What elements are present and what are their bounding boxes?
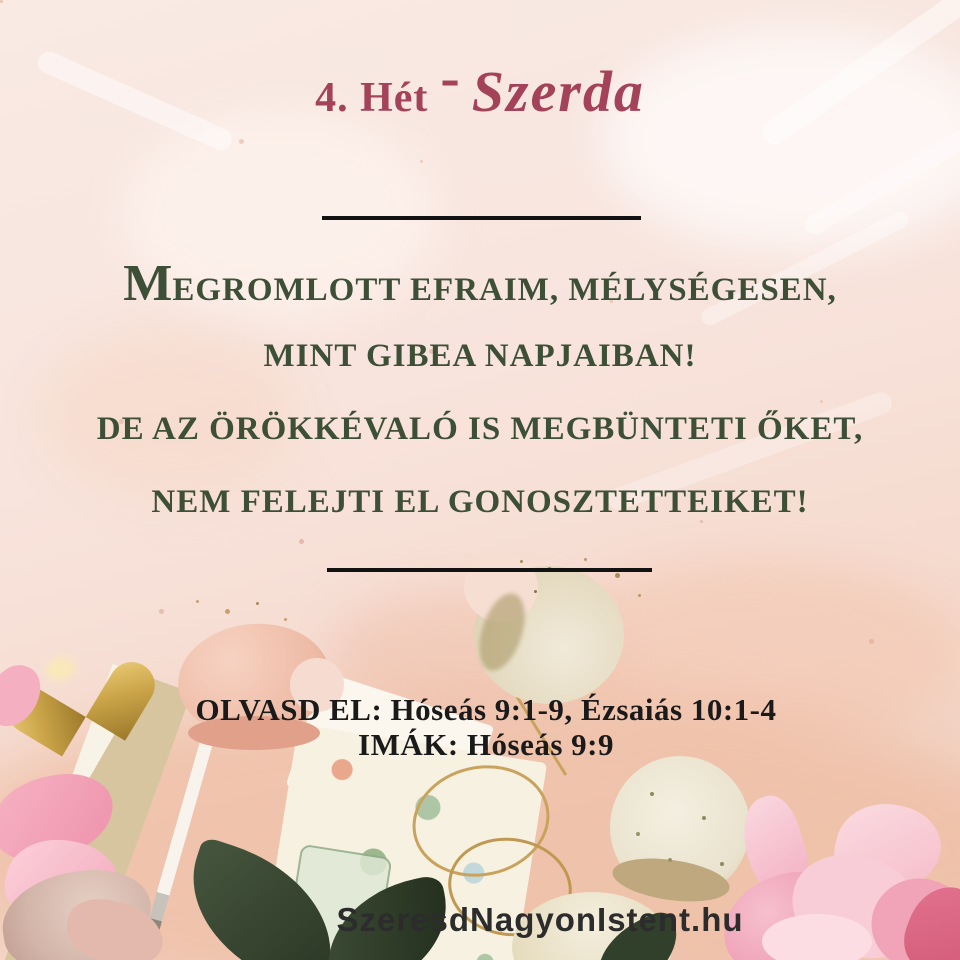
verse-drop-cap: M — [123, 255, 173, 312]
page-title — [0, 45, 960, 125]
reading-label: OLVASD EL: — [195, 692, 383, 727]
crumbs — [520, 560, 523, 563]
divider-top — [322, 216, 641, 220]
title-dash: - — [440, 45, 460, 110]
verse-line-2: MINT GIBEA NAPJAIBAN! — [263, 338, 697, 374]
verse-line-4: NEM FELEJTI EL GONOSZTETTEIKET! — [151, 484, 809, 520]
verse-line-1-text: EGROMLOTT EFRAIM, MÉLYSÉGESEN, — [172, 272, 837, 308]
prayer-references: Hóseás 9:9 — [466, 727, 614, 762]
lavender-specks — [650, 792, 654, 796]
reading-line — [12, 694, 960, 725]
prayer-line — [12, 729, 960, 760]
gold-highlight — [43, 654, 77, 683]
verse-line-3: DE AZ ÖRÖKKÉVALÓ IS MEGBÜNTETI ŐKET, — [96, 411, 864, 447]
prayer-label: IMÁK: — [358, 727, 459, 762]
website-url: SzeresdNagyonIstent.hu — [336, 901, 744, 938]
divider-bottom — [327, 568, 652, 572]
reading-references: Hóseás 9:1-9, Ézsaiás 10:1-4 — [390, 692, 777, 727]
day-label: Szerda — [471, 59, 645, 124]
cream-macaron-bitten — [474, 566, 624, 704]
week-label: 4. Hét — [315, 75, 429, 121]
crumbs — [196, 600, 199, 603]
verse-line-1 — [0, 255, 960, 312]
